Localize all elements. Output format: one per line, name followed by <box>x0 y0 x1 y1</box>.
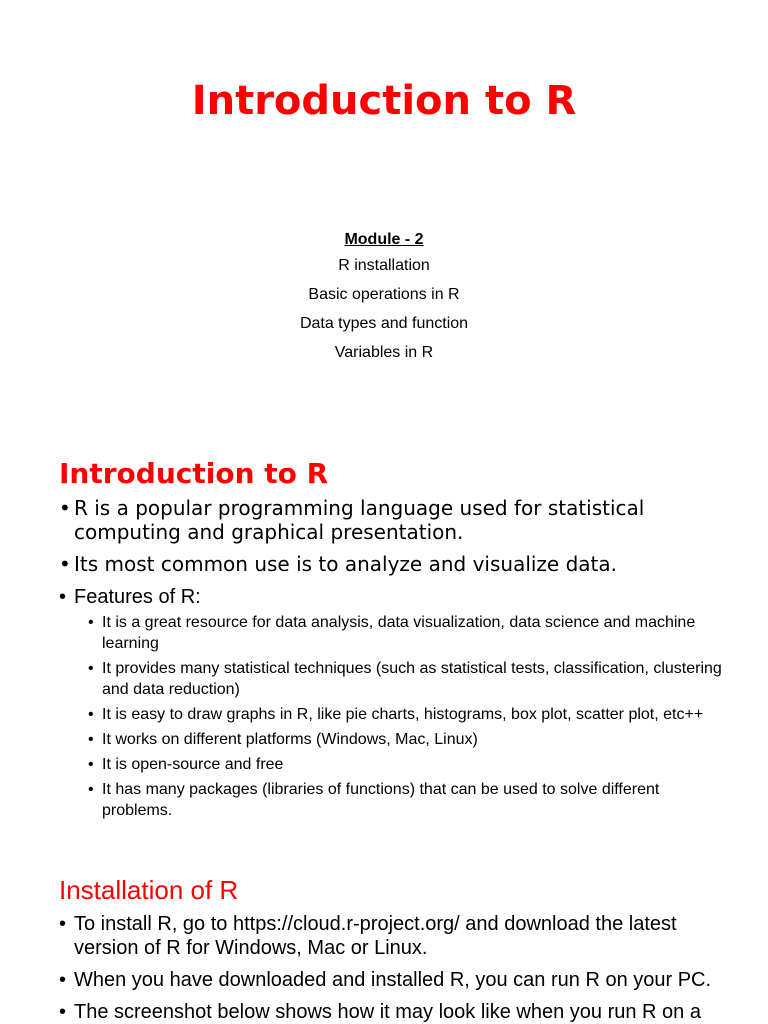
module-item: Variables in R <box>334 344 434 361</box>
feature-item: • It has many packages (libraries of functions) that can be used to solve different problems. <box>88 779 728 821</box>
page-title: Introduction to R <box>191 78 577 124</box>
module-heading: Module - 2 <box>344 231 424 248</box>
feature-item: • It is open-source and free <box>88 754 728 775</box>
features-list <box>88 612 728 825</box>
feature-item: • It is easy to draw graphs in R, like pie charts, histograms, box plot, scatter plot, etc++ <box>88 704 728 725</box>
feature-item: • It works on different platforms (Windows, Mac, Linux) <box>88 729 728 750</box>
module-item: R installation <box>338 257 430 274</box>
intro-bullet: • Its most common use is to analyze and visualize data. <box>59 552 728 576</box>
intro-bullet: • Features of R: <box>59 585 728 609</box>
intro-bullet: • R is a popular programming language used for statistical computing and graphical presentation. <box>59 496 728 544</box>
module-item: Basic operations in R <box>308 286 460 303</box>
installation-bullet: • The screenshot below shows how it may look like when you run R on a <box>59 1000 728 1024</box>
installation-bullet: • When you have downloaded and installed R, you can run R on your PC. <box>59 968 728 992</box>
intro-section-heading: Introduction to R <box>59 457 329 490</box>
installation-section-heading: Installation of R <box>59 875 239 905</box>
module-outline <box>0 229 768 367</box>
module-item: Data types and function <box>299 315 469 332</box>
installation-bullet: • To install R, go to https://cloud.r-project.org/ and download the latest version of R for Windows, Mac or Linux. <box>59 912 728 960</box>
feature-item: • It provides many statistical techniques (such as statistical tests, classification, clustering and data reduction) <box>88 658 728 700</box>
feature-item: • It is a great resource for data analysis, data visualization, data science and machine learning <box>88 612 728 654</box>
